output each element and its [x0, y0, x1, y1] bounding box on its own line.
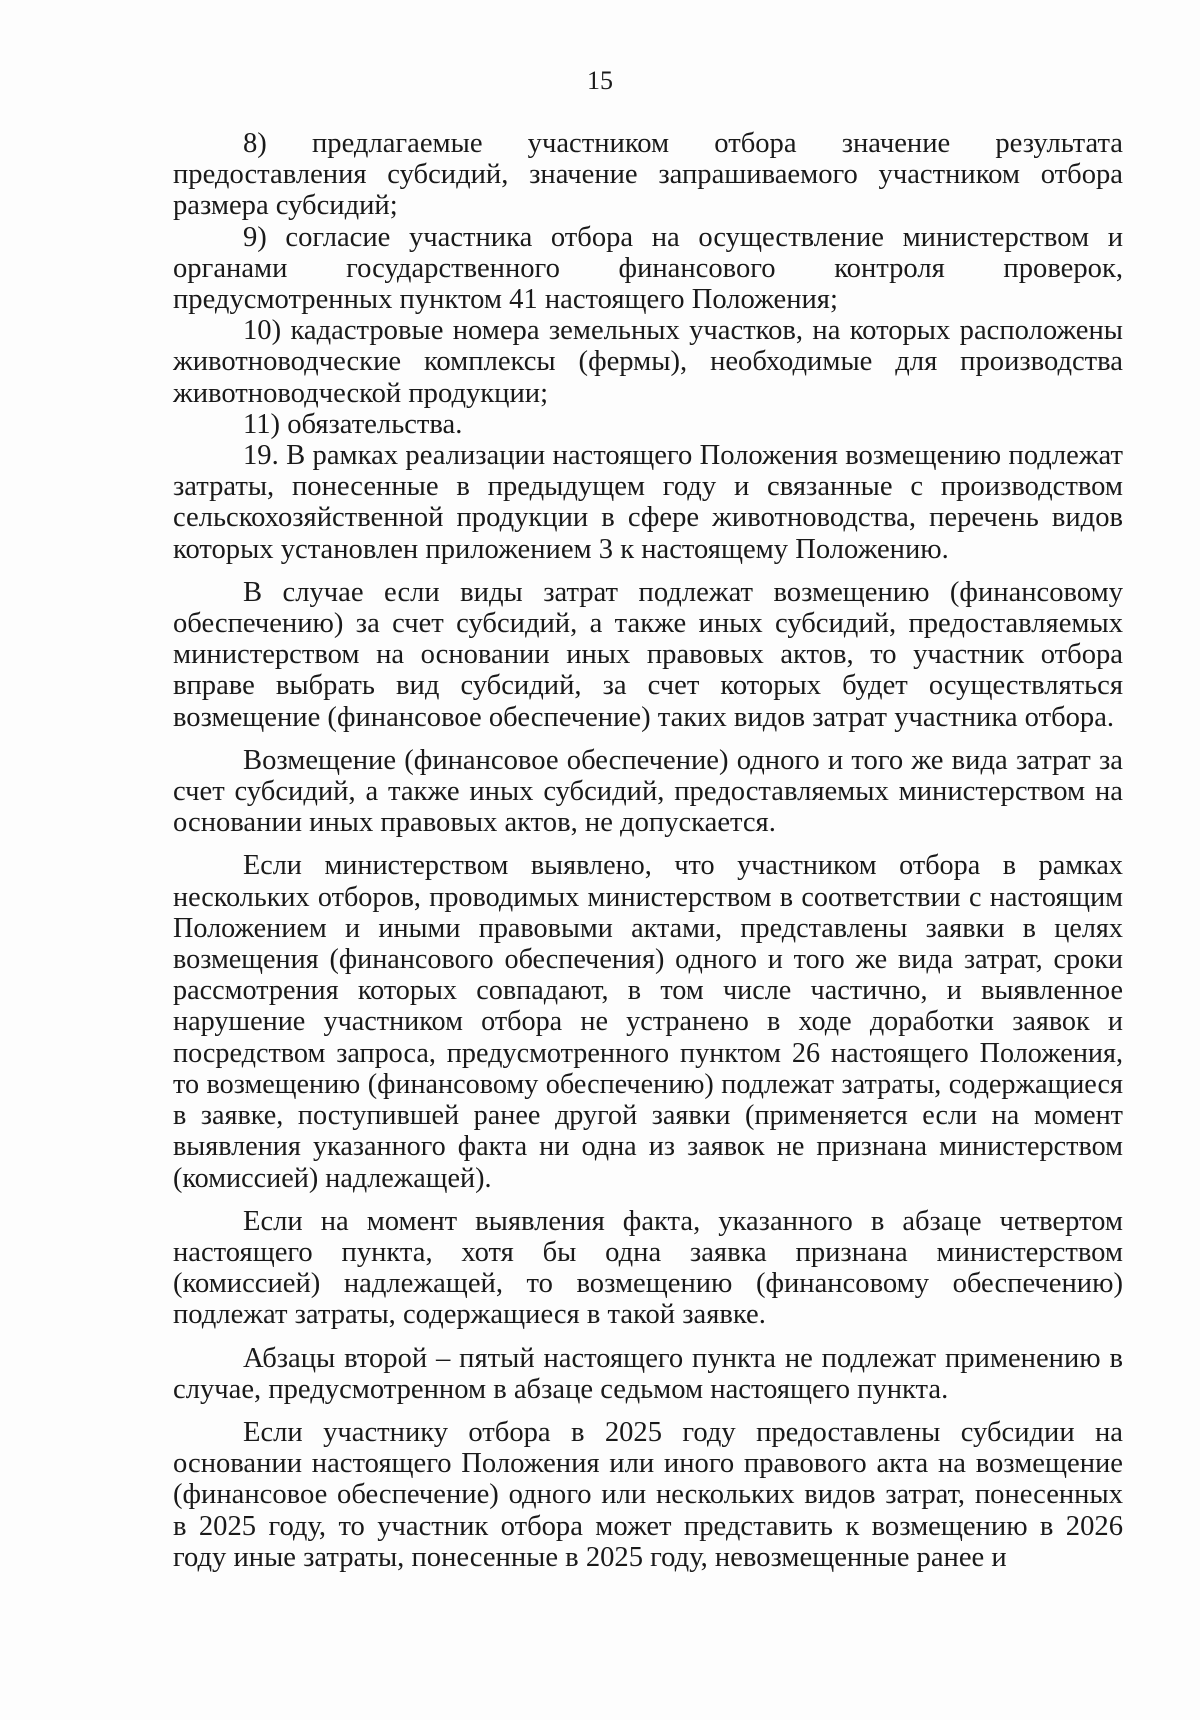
paragraph-clause-19: 19. В рамках реализации настоящего Положения возмещению подлежат затраты, понесенные в предыдущем году и связанные с производством сельскохозяйственной продукции в сфере животноводства, перечень видов которых установлен приложением 3 к настоящему Положению.: [173, 440, 1123, 565]
paragraph-proper-application: Если на момент выявления факта, указанного в абзаце четвертом настоящего пункта, хотя бы одна заявка признана министерством (комиссией) надлежащей, то возмещению (финансовому обеспечению) подлежат затраты, содержащиеся в такой заявке.: [173, 1205, 1123, 1331]
paragraph-2025-subsidies: Если участнику отбора в 2025 году предоставлены субсидии на основании настоящего Положения или иного правового акта на возмещение (финансовое обеспечение) одного или нескольких видов затрат, понесенных в 2025 году, то участник отбора может представить к возмещению в 2026 году иные затраты, понесенные в 2025 году, невозмещенные ранее и: [173, 1416, 1123, 1573]
paragraph-exception: Абзацы второй – пятый настоящего пункта не подлежат применению в случае, предусмотренном в абзаце седьмом настоящего пункта.: [173, 1342, 1123, 1405]
paragraph-item-10: 10) кадастровые номера земельных участков, на которых расположены животноводческие комплексы (фермы), необходимые для производства животноводческой продукции;: [173, 315, 1123, 409]
paragraph-item-11: 11) обязательства.: [243, 408, 463, 440]
document-body: [173, 128, 1123, 1573]
paragraph-cost-choice: В случае если виды затрат подлежат возмещению (финансовому обеспечению) за счет субсидий, а также иных субсидий, предоставляемых министерством на основании иных правовых актов, то участник отбора вправе выбрать вид субсидий, за счет которых будет осуществляться возмещение (финансовое обеспечение) таких видов затрат участника отбора.: [173, 576, 1123, 733]
paragraph-item-9: 9) согласие участника отбора на осуществление министерством и органами государственного финансового контроля проверок, предусмотренных пунктом 41 настоящего Положения;: [173, 221, 1123, 316]
paragraph-item-8: 8) предлагаемые участником отбора значение результата предоставления субсидий, значение запрашиваемого участником отбора размера субсидий;: [173, 128, 1123, 222]
page-number: 15: [587, 66, 613, 95]
paragraph-no-double-compensation: Возмещение (финансовое обеспечение) одного и того же вида затрат за счет субсидий, а также иных субсидий, предоставляемых министерством на основании иных правовых актов, не допускается.: [173, 744, 1123, 839]
paragraph-overlapping-applications: Если министерством выявлено, что участником отбора в рамках нескольких отборов, проводимых министерством в соответствии с настоящим Положением и иными правовыми актами, представлены заявки в целях возмещения (финансового обеспечения) одного и того же вида затрат, сроки рассмотрения которых совпадают, в том числе частично, и выявленное нарушение участником отбора не устранено в ходе доработки заявок и посредством запроса, предусмотренного пунктом 26 настоящего Положения, то возмещению (финансовому обеспечению) подлежат затраты, содержащиеся в заявке, поступившей ранее другой заявки (применяется если на момент выявления указанного факта ни одна из заявок не признана министерством (комиссией) надлежащей).: [173, 850, 1123, 1194]
